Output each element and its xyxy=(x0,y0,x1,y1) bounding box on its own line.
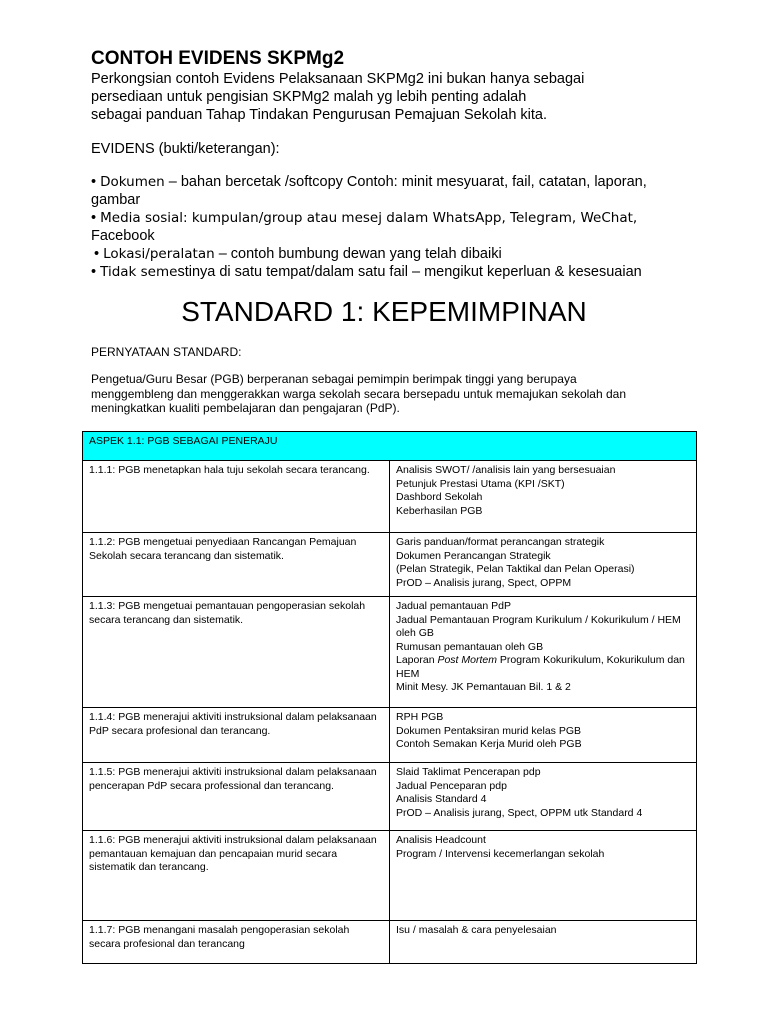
evidence-line: Rumusan pemantauan oleh GB xyxy=(396,640,544,653)
evidence-cell xyxy=(390,461,697,533)
bullet-marker: • xyxy=(91,210,97,226)
pernyataan-text xyxy=(91,372,691,416)
table-header-row xyxy=(83,432,697,461)
bullet-marker: • xyxy=(91,264,97,280)
evidence-line: Keberhasilan PGB xyxy=(396,504,483,517)
bullet-continuation: Facebook xyxy=(91,228,155,244)
bullet-text: – bahan bercetak /softcopy Contoh: minit mesyuarat, fail, catatan, laporan, xyxy=(164,174,647,190)
evidence-cell xyxy=(390,708,697,763)
criterion-cell: 1.1.6: PGB menerajui aktiviti instruksional dalam pelaksanaan pemantauan kemajuan dan pencapaian murid secara sistematik dan terancang. xyxy=(83,831,390,921)
evidence-line: Slaid Taklimat Pencerapan pdp xyxy=(396,766,541,778)
evidence-line: Analisis SWOT/ /analisis lain yang bersesuaian xyxy=(396,464,616,476)
evidence-type-list xyxy=(91,173,691,281)
criterion-cell: 1.1.7: PGB menangani masalah pengoperasian sekolah secara profesional dan terancang xyxy=(83,921,390,964)
bullet-continuation: gambar xyxy=(91,192,141,208)
evidence-line xyxy=(396,654,690,681)
evidence-cell xyxy=(390,921,697,964)
evidence-cell xyxy=(390,597,697,708)
bullet-term: Dokumen xyxy=(100,174,165,190)
criterion-cell: 1.1.5: PGB menerajui aktiviti instruksional dalam pelaksanaan pencerapan PdP secara professional dan terancang. xyxy=(83,763,390,831)
table-row xyxy=(83,831,697,921)
evidence-line: RPH PGB xyxy=(396,711,444,723)
pernyataan-line: meningkatkan kualiti pembelajaran dan pengajaran (PdP). xyxy=(91,401,400,415)
evidence-line: Dokumen Perancangan Strategik xyxy=(396,549,551,562)
bullet-term: Lokasi/peralatan xyxy=(103,246,215,262)
document-title: CONTOH EVIDENS SKPMg2 xyxy=(91,48,345,69)
table-row xyxy=(83,763,697,831)
bullet-marker: • xyxy=(91,174,97,190)
standard-heading: STANDARD 1: KEPEMIMPINAN xyxy=(181,296,587,327)
aspek-table xyxy=(82,431,697,964)
evidence-line: PrOD – Analisis jurang, Spect, OPPM utk Standard 4 xyxy=(396,806,643,819)
evidence-cell xyxy=(390,831,697,921)
evidence-line: PrOD – Analisis jurang, Spect, OPPM xyxy=(396,576,572,589)
bullet-text: stinya di satu tempat/dalam satu fail – mengikut keperluan & kesesuaian xyxy=(177,264,642,280)
evidens-label: EVIDENS (bukti/keterangan): xyxy=(91,141,280,157)
evidence-line: Analisis Standard 4 xyxy=(396,793,487,805)
intro-line: sebagai panduan Tahap Tindakan Pengurusan Pemajuan Sekolah kita. xyxy=(91,107,548,123)
evidence-line: Minit Mesy. JK Pemantauan Bil. 1 & 2 xyxy=(396,681,571,693)
evidence-line: Analisis Headcount xyxy=(396,834,486,846)
pernyataan-line: Pengetua/Guru Besar (PGB) berperanan sebagai pemimpin berimpak tinggi yang berupaya xyxy=(91,372,577,386)
list-item xyxy=(91,173,691,209)
intro-line: persediaan untuk pengisian SKPMg2 malah yg lebih penting adalah xyxy=(91,89,527,105)
criterion-cell: 1.1.4: PGB menerajui aktiviti instruksional dalam pelaksanaan PdP secara profesional dan terancang. xyxy=(83,708,390,763)
table-row xyxy=(83,597,697,708)
laporan-suffix: Program Kokurikulum, Kokurikulum dan HEM xyxy=(396,654,685,680)
criterion-cell: 1.1.3: PGB mengetuai pemantauan pengoperasian sekolah secara terancang dan sistematik. xyxy=(83,597,390,708)
bullet-marker: • xyxy=(94,246,100,262)
bullet-term: Media sosial: kumpulan/group atau mesej dalam WhatsApp, Telegram, WeChat, xyxy=(100,210,638,226)
evidence-line: Dashbord Sekolah xyxy=(396,491,483,503)
bullet-text: – contoh bumbung dewan yang telah dibaiki xyxy=(214,246,502,262)
intro-paragraph xyxy=(91,70,691,124)
evidence-line: Garis panduan/format perancangan strategik xyxy=(396,536,605,548)
evidence-line: Jadual Pemantauan Program Kurikulum / Kokurikulum / HEM oleh GB xyxy=(396,613,681,639)
table-row xyxy=(83,921,697,964)
intro-line: Perkongsian contoh Evidens Pelaksanaan SKPMg2 ini bukan hanya sebagai xyxy=(91,71,585,87)
list-item xyxy=(91,245,691,263)
list-item xyxy=(91,263,691,281)
evidence-line: Contoh Semakan Kerja Murid oleh PGB xyxy=(396,738,582,750)
criterion-cell: 1.1.2: PGB mengetuai penyediaan Rancangan Pemajuan Sekolah secara terancang dan sistematik. xyxy=(83,533,390,597)
evidence-line: Petunjuk Prestasi Utama (KPI /SKT) xyxy=(396,477,565,490)
evidence-line: Program / Intervensi kecemerlangan sekolah xyxy=(396,847,605,860)
laporan-prefix: Laporan xyxy=(396,654,438,666)
pernyataan-line: menggembleng dan menggerakkan warga sekolah secara bersepadu untuk memajukan sekolah dan xyxy=(91,386,627,401)
table-row xyxy=(83,533,697,597)
aspek-header: ASPEK 1.1: PGB SEBAGAI PENERAJU xyxy=(83,432,697,461)
evidence-line: Jadual Penceparan pdp xyxy=(396,779,507,792)
evidence-cell xyxy=(390,763,697,831)
pernyataan-label: PERNYATAAN STANDARD: xyxy=(91,345,242,359)
criterion-cell: 1.1.1: PGB menetapkan hala tuju sekolah secara terancang. xyxy=(83,461,390,533)
evidence-line: (Pelan Strategik, Pelan Taktikal dan Pelan Operasi) xyxy=(396,563,635,575)
post-mortem-text: Post Mortem xyxy=(437,654,497,666)
evidence-line: Dokumen Pentaksiran murid kelas PGB xyxy=(396,724,581,737)
evidence-line: Isu / masalah & cara penyelesaian xyxy=(396,924,557,936)
evidence-cell xyxy=(390,533,697,597)
evidence-line: Jadual pemantauan PdP xyxy=(396,600,512,612)
table-row xyxy=(83,708,697,763)
bullet-term: Tidak seme xyxy=(100,264,178,280)
table-row xyxy=(83,461,697,533)
list-item xyxy=(91,209,691,245)
